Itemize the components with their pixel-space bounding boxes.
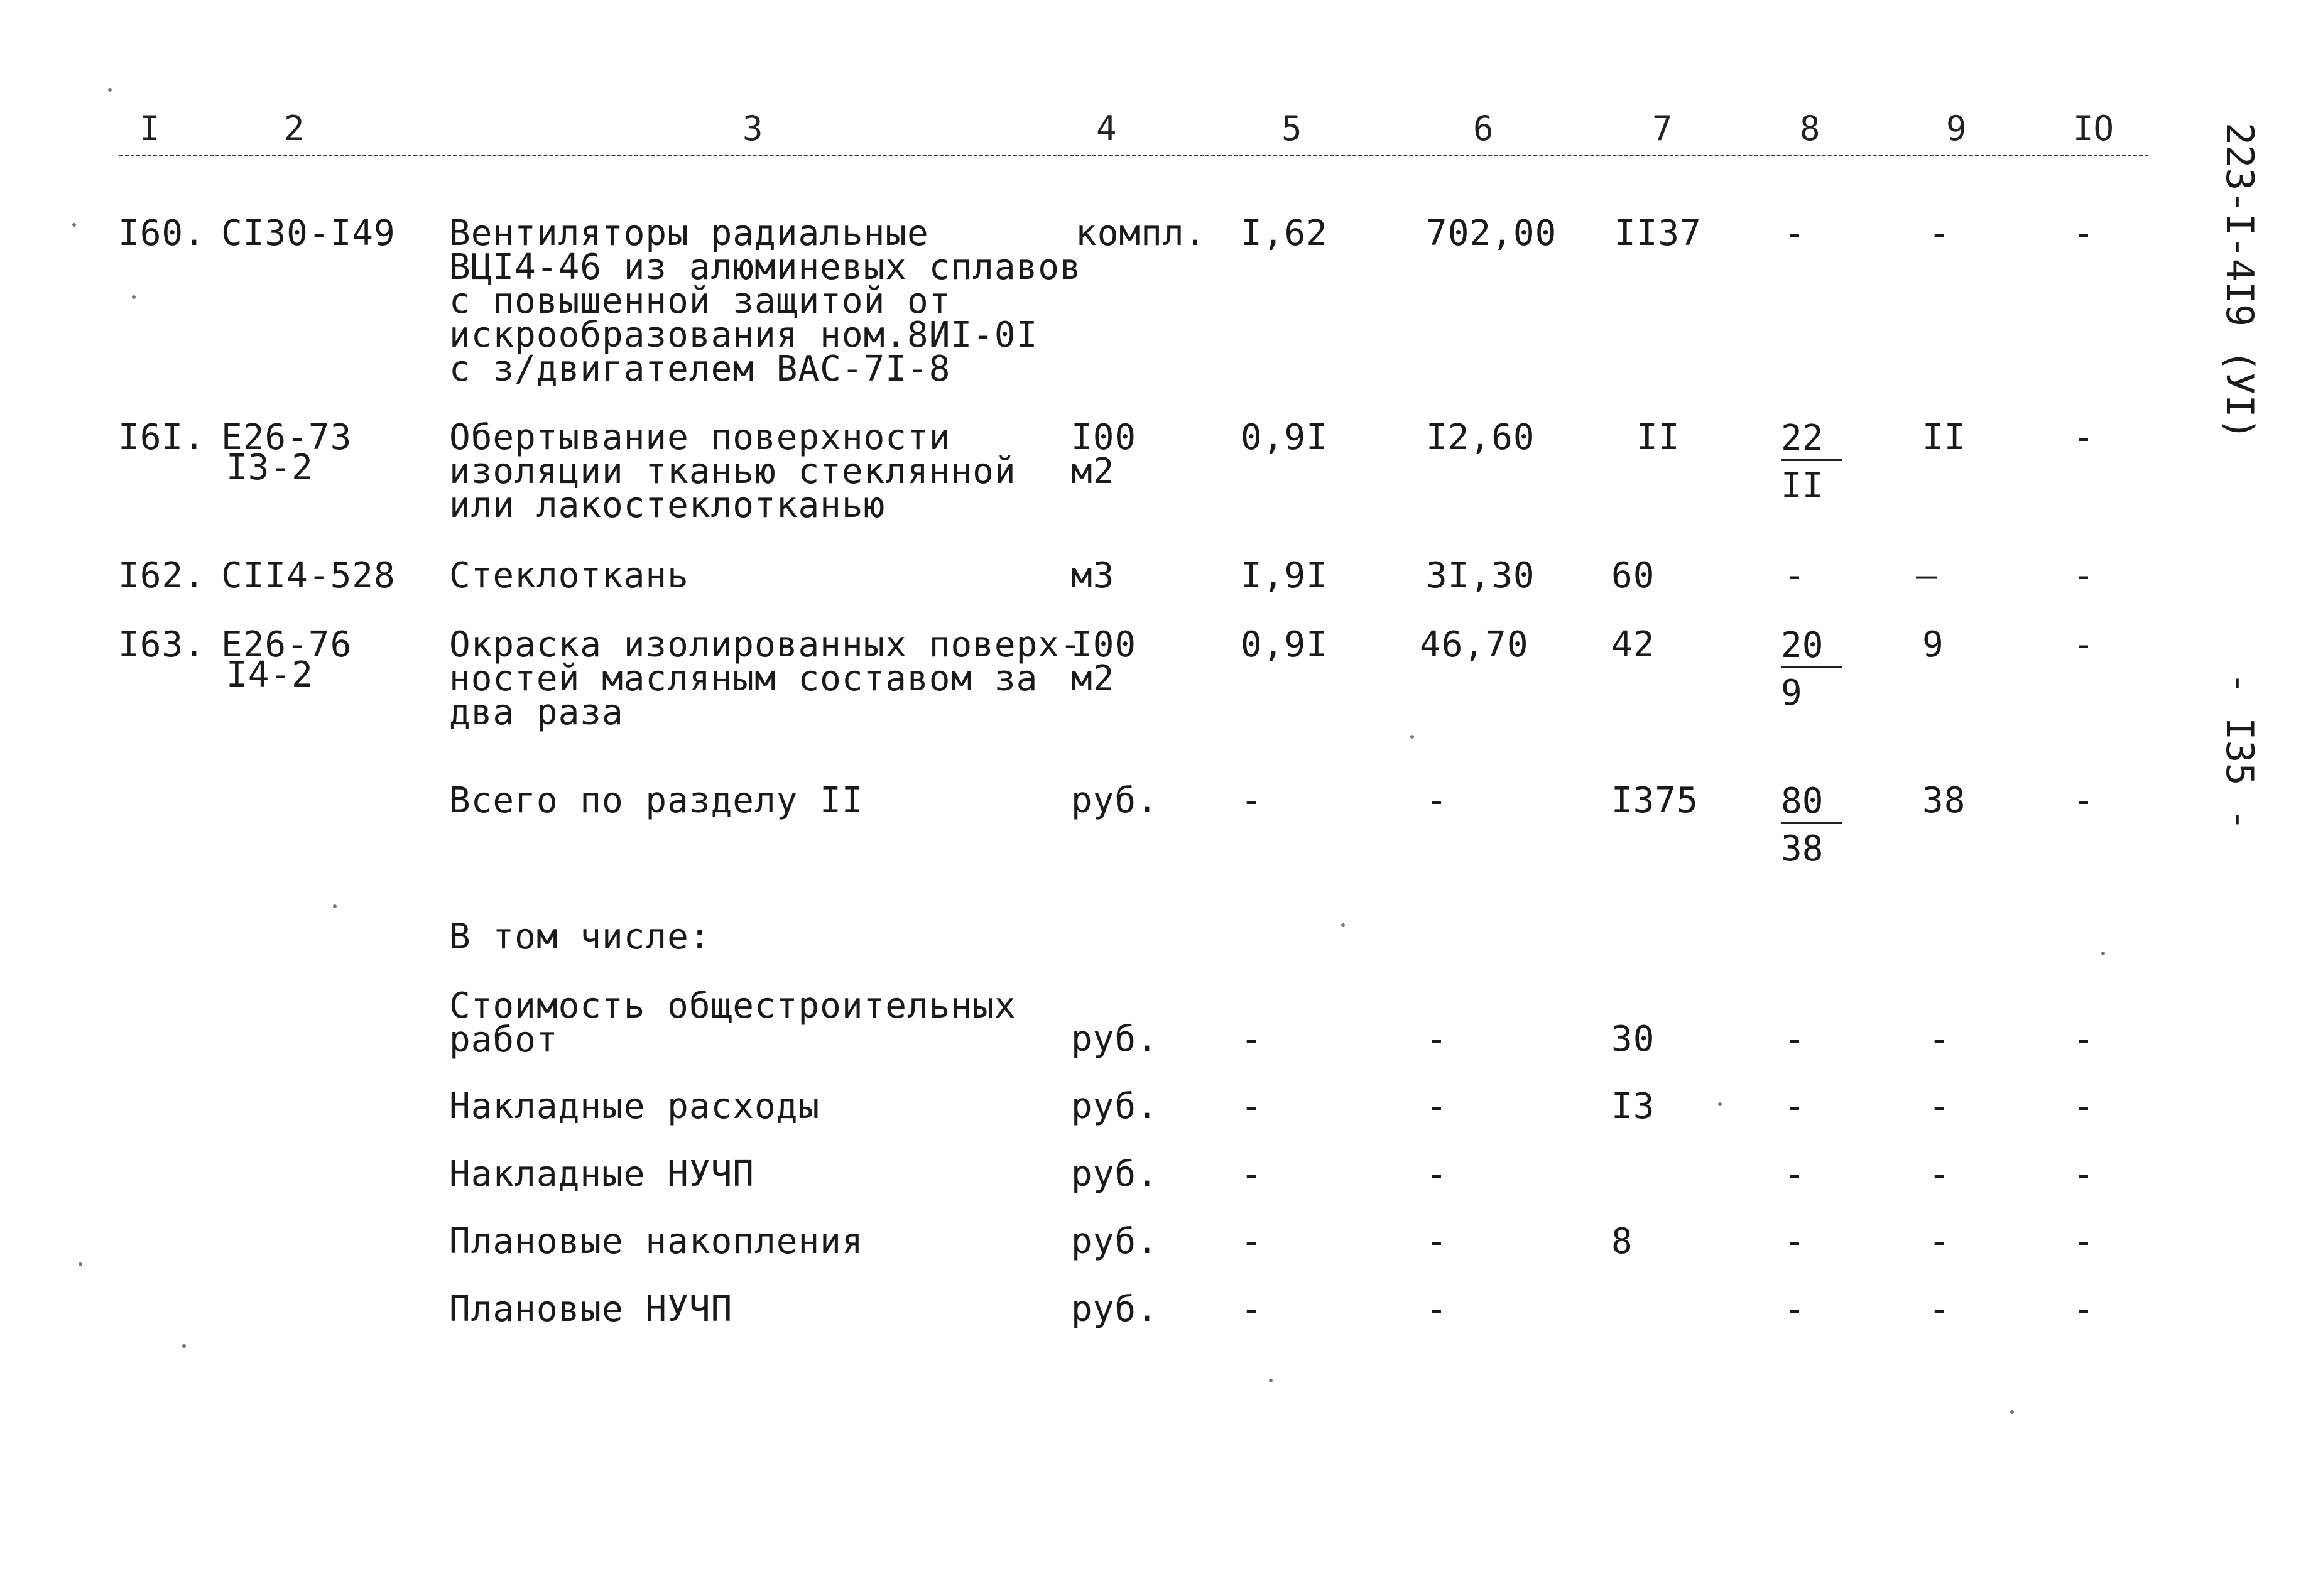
col9-value: - (1928, 1289, 1950, 1330)
col9-value: - (1928, 1019, 1950, 1060)
col5-value: - (1241, 1154, 1263, 1195)
col-header-7: 7 (1652, 109, 1673, 148)
unit: руб. (1071, 1019, 1158, 1060)
col8-value: - (1784, 1019, 1806, 1060)
unit: компл. (1075, 213, 1207, 254)
col-header-5: 5 (1281, 109, 1302, 148)
scan-speck (72, 223, 76, 227)
total-cost: 42 (1611, 624, 1655, 665)
scan-speck (79, 1262, 82, 1266)
col5-value: - (1241, 780, 1263, 821)
sub-label: Плановые накопления (449, 1221, 864, 1262)
total-label: Всего по разделу II (449, 780, 864, 821)
col6-value: - (1426, 1289, 1448, 1330)
row-number: I62. (118, 555, 205, 596)
col10-value: - (2073, 213, 2095, 254)
col-header-8: 8 (1800, 109, 1820, 148)
col-header-4: 4 (1096, 109, 1117, 148)
work-description: Обертывание поверхности изоляции тканью стеклянной или лакостеклотканью (449, 417, 1016, 526)
document-code: 223-I-4I9 (УI) (2217, 122, 2261, 440)
col8-value: - (1784, 1086, 1806, 1127)
col9-value: 38 (1922, 780, 1966, 821)
sub-label: Стоимость общестроительных работ (449, 985, 1016, 1060)
work-description: Стеклоткань (449, 555, 689, 596)
including-label: В том числе: (449, 916, 711, 957)
col6-value: - (1426, 780, 1448, 821)
col8-value: - (1784, 1154, 1806, 1195)
row-number: I60. (118, 213, 205, 254)
total-cost: I375 (1611, 780, 1699, 821)
scan-speck (132, 295, 136, 299)
sub-label: Плановые НУЧП (449, 1289, 733, 1330)
scan-speck (1341, 923, 1345, 927)
row-number: I6I. (118, 417, 205, 458)
col8-fraction (1781, 418, 1842, 506)
col6-value: - (1426, 1019, 1448, 1060)
rate-code: CI30-I49 (221, 213, 396, 254)
sub-label: Накладные НУЧП (449, 1154, 755, 1195)
rate-code: E26-73 (221, 417, 352, 458)
col8-fraction (1781, 625, 1842, 714)
unit-price: I2,60 (1426, 417, 1535, 458)
unit: I00 м2 (1071, 624, 1137, 699)
unit: руб. (1071, 1289, 1158, 1330)
scan-speck (333, 904, 337, 908)
col9-value: - (1928, 1221, 1950, 1262)
col5-value: - (1241, 1221, 1263, 1262)
scan-speck (1269, 1379, 1273, 1382)
col-header-1: I (139, 109, 160, 148)
rate-code-sub: I4-2 (226, 654, 313, 695)
rate-code: CII4-528 (221, 555, 396, 596)
quantity: 0,9I (1241, 624, 1328, 665)
total-cost: I3 (1611, 1086, 1655, 1127)
col9-value: II (1922, 417, 1966, 458)
scan-speck (1718, 1102, 1722, 1106)
rate-code: E26-76 (221, 624, 352, 665)
col8-value: - (1784, 555, 1806, 596)
total-cost: II37 (1614, 213, 1702, 254)
col8-value: - (1784, 1289, 1806, 1330)
col-header-3: 3 (743, 109, 763, 148)
unit: руб. (1071, 1086, 1158, 1127)
col8-value: - (1784, 213, 1806, 254)
scan-speck (108, 88, 112, 92)
col6-value: - (1426, 1154, 1448, 1195)
fraction-denominator: 9 (1781, 673, 1802, 714)
col9-value: - (1928, 1086, 1950, 1127)
quantity: I,62 (1241, 213, 1328, 254)
row-number: I63. (118, 624, 205, 665)
col-header-10: IO (2073, 109, 2114, 148)
col10-value: - (2073, 1086, 2095, 1127)
fraction-numerator: 22 (1781, 421, 1842, 461)
unit-price: 702,00 (1426, 213, 1557, 254)
fraction-denominator: II (1781, 465, 1824, 506)
unit: руб. (1071, 780, 1158, 821)
unit: I00 м2 (1071, 417, 1137, 492)
col10-value: - (2073, 555, 2095, 596)
fraction-numerator: 80 (1781, 784, 1842, 824)
scan-speck (2101, 952, 2105, 955)
fraction-numerator: 20 (1781, 628, 1842, 668)
col8-fraction (1781, 781, 1842, 869)
work-description: Вентиляторы радиальные ВЦI4-46 из алюминевых сплавов с повышенной защитой от искрообразования ном.8ИI-0I с з/двигателем ВАС-7I-8 (449, 213, 1082, 389)
total-cost: 8 (1611, 1221, 1633, 1262)
col10-value: - (2073, 1154, 2095, 1195)
col9-value: 9 (1922, 624, 1944, 665)
unit: руб. (1071, 1154, 1158, 1195)
col5-value: - (1241, 1289, 1263, 1330)
unit-price: 46,70 (1420, 624, 1529, 665)
total-cost: II (1636, 417, 1680, 458)
col-header-6: 6 (1473, 109, 1494, 148)
scan-speck (1410, 735, 1414, 739)
col9-value: — (1916, 555, 1938, 596)
col10-value: - (2073, 624, 2095, 665)
unit-price: 3I,30 (1426, 555, 1535, 596)
col9-value: - (1928, 213, 1950, 254)
scan-speck (182, 1344, 186, 1348)
header-rule (119, 155, 2148, 156)
col10-value: - (2073, 417, 2095, 458)
quantity: I,9I (1241, 555, 1328, 596)
fraction-denominator: 38 (1781, 828, 1824, 869)
col-header-9: 9 (1946, 109, 1967, 148)
col10-value: - (2073, 780, 2095, 821)
quantity: 0,9I (1241, 417, 1328, 458)
col-header-2: 2 (284, 109, 305, 148)
col10-value: - (2073, 1289, 2095, 1330)
col10-value: - (2073, 1019, 2095, 1060)
col6-value: - (1426, 1221, 1448, 1262)
col5-value: - (1241, 1086, 1263, 1127)
rate-code-sub: I3-2 (226, 447, 313, 488)
unit: м3 (1071, 555, 1115, 596)
col5-value: - (1241, 1019, 1263, 1060)
col10-value: - (2073, 1221, 2095, 1262)
sub-label: Накладные расходы (449, 1086, 820, 1127)
col6-value: - (1426, 1086, 1448, 1127)
work-description: Окраска изолированных поверх- ностей масляным составом за два раза (449, 624, 1082, 733)
total-cost: 60 (1611, 555, 1655, 596)
total-cost: 30 (1611, 1019, 1655, 1060)
col8-value: - (1784, 1221, 1806, 1262)
col9-value: - (1928, 1154, 1950, 1195)
page-number: - I35 - (2217, 672, 2261, 831)
unit: руб. (1071, 1221, 1158, 1262)
scan-speck (2010, 1410, 2014, 1414)
